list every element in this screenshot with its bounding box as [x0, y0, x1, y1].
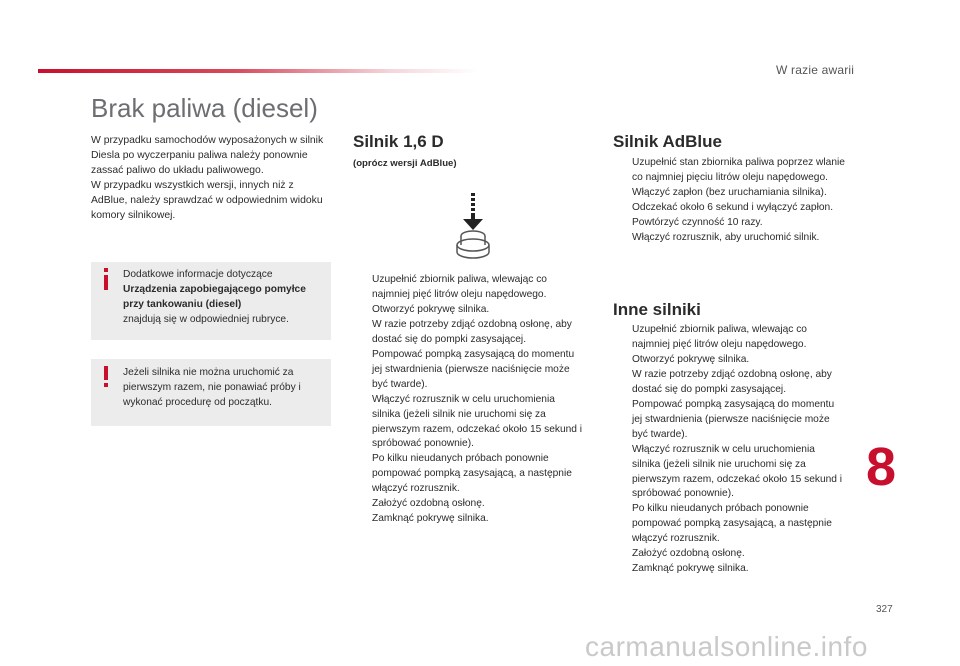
step-text: Pompować pompką zasysającą do momentu jej stwardnienia (pierwsze naciśnięcie może być twarde).: [372, 348, 575, 390]
warning-box-text: Jeżeli silnika nie można uruchomić za pierwszym razem, nie ponawiać próby i wykonać procedurę od początku.: [123, 367, 301, 408]
priming-pump-icon: [452, 193, 494, 259]
step-text: Włączyć zapłon (bez uruchamiania silnika).: [632, 186, 827, 198]
steps-engine-16d: [353, 273, 583, 527]
step-text: Pompować pompką zasysającą do momentu jej stwardnienia (pierwsze naciśnięcie może być twarde).: [632, 398, 835, 440]
step-item: [613, 186, 858, 201]
info-bold-reference: Urządzenia zapobiegającego pomyłce przy tankowaniu (diesel): [123, 284, 306, 310]
intro-text: [91, 133, 331, 224]
step-item: [613, 562, 843, 577]
intro-paragraph-1: W przypadku samochodów wyposażonych w silnik Diesla po wyczerpaniu paliwa należy ponownie zassać paliwo do układu paliwowego.: [91, 135, 324, 177]
step-text: Założyć ozdobną osłonę.: [372, 498, 485, 510]
step-text: Po kilku nieudanych próbach ponownie pompować pompką zasysającą, a następnie włączyć rozrusznik.: [372, 453, 572, 495]
step-item: [353, 348, 583, 393]
step-item: [613, 323, 843, 353]
info-icon: [102, 268, 110, 290]
info-box: [91, 262, 331, 340]
step-text: Odczekać około 6 sekund i wyłączyć zapłon.: [632, 201, 834, 213]
step-item: [613, 368, 843, 398]
watermark: carmanualsonline.info: [585, 631, 868, 662]
step-item: [613, 443, 843, 503]
step-item: [613, 353, 843, 368]
step-text: Włączyć rozrusznik w celu uruchomienia silnika (jeżeli silnik nie uruchomi się za pierwszym razem, odczekać około 15 sekund i spróbować ponownie).: [372, 393, 583, 450]
warning-box: [91, 359, 331, 426]
step-text: Otworzyć pokrywę silnika.: [372, 303, 490, 315]
step-item: [353, 303, 583, 318]
step-item: [613, 398, 843, 443]
step-item: [353, 318, 583, 348]
step-item: [353, 497, 583, 512]
page-number: 327: [876, 604, 893, 615]
info-box-text: [123, 267, 319, 327]
step-item: [613, 201, 858, 216]
chapter-number: 8: [866, 437, 897, 497]
step-text: Po kilku nieudanych próbach ponownie pompować pompką zasysającą, a następnie włączyć rozrusznik.: [632, 503, 832, 545]
heading-adblue: Silnik AdBlue: [613, 132, 722, 151]
step-text: Uzupełnić zbiornik paliwa, wlewając co najmniej pięć litrów oleju napędowego.: [372, 274, 547, 300]
steps-other-engines: [613, 323, 843, 577]
heading-other-engines: Inne silniki: [613, 300, 701, 319]
step-text: Powtórzyć czynność 10 razy.: [632, 216, 763, 228]
step-item: [353, 512, 583, 527]
header-accent-bar: [38, 69, 478, 73]
step-text: Włączyć rozrusznik, aby uruchomić silnik.: [632, 231, 820, 243]
info-line-1: Dodatkowe informacje dotyczące: [123, 269, 273, 280]
step-text: W razie potrzeby zdjąć ozdobną osłonę, aby dostać się do pompki zasysającej.: [372, 318, 572, 345]
step-text: Otworzyć pokrywę silnika.: [632, 353, 750, 365]
step-item: [613, 156, 858, 186]
step-item: [353, 452, 583, 497]
step-text: W razie potrzeby zdjąć ozdobną osłonę, aby dostać się do pompki zasysającej.: [632, 368, 832, 395]
page-title: Brak paliwa (diesel): [91, 93, 318, 123]
step-item: [613, 547, 843, 562]
step-item: [613, 231, 858, 246]
step-item: [353, 393, 583, 453]
step-item: [613, 502, 843, 547]
intro-paragraph-2: W przypadku wszystkich wersji, innych niż z AdBlue, należy sprawdzać w odpowiednim widoku komory silnikowej.: [91, 180, 323, 222]
step-text: Zamknąć pokrywę silnika.: [632, 563, 749, 575]
step-text: Założyć ozdobną osłonę.: [632, 548, 745, 560]
section-title: W razie awarii: [776, 63, 855, 77]
step-text: Zamknąć pokrywę silnika.: [372, 513, 489, 525]
warning-icon: [102, 366, 110, 388]
heading-engine-16d: Silnik 1,6 D: [353, 132, 444, 151]
steps-adblue: [613, 156, 858, 246]
step-text: Uzupełnić zbiornik paliwa, wlewając co najmniej pięć litrów oleju napędowego.: [632, 324, 807, 350]
step-text: Włączyć rozrusznik w celu uruchomienia silnika (jeżeli silnik nie uruchomi się za pierwszym razem, odczekać około 15 sekund i spróbować ponownie).: [632, 443, 843, 500]
subtitle-engine-16d: (oprócz wersji AdBlue): [353, 158, 457, 169]
info-line-3: znajdują się w odpowiedniej rubryce.: [123, 314, 289, 325]
step-item: [353, 273, 583, 303]
step-text: Uzupełnić stan zbiornika paliwa poprzez wlanie co najmniej pięciu litrów oleju napędowego.: [632, 157, 845, 183]
step-item: [613, 216, 858, 231]
